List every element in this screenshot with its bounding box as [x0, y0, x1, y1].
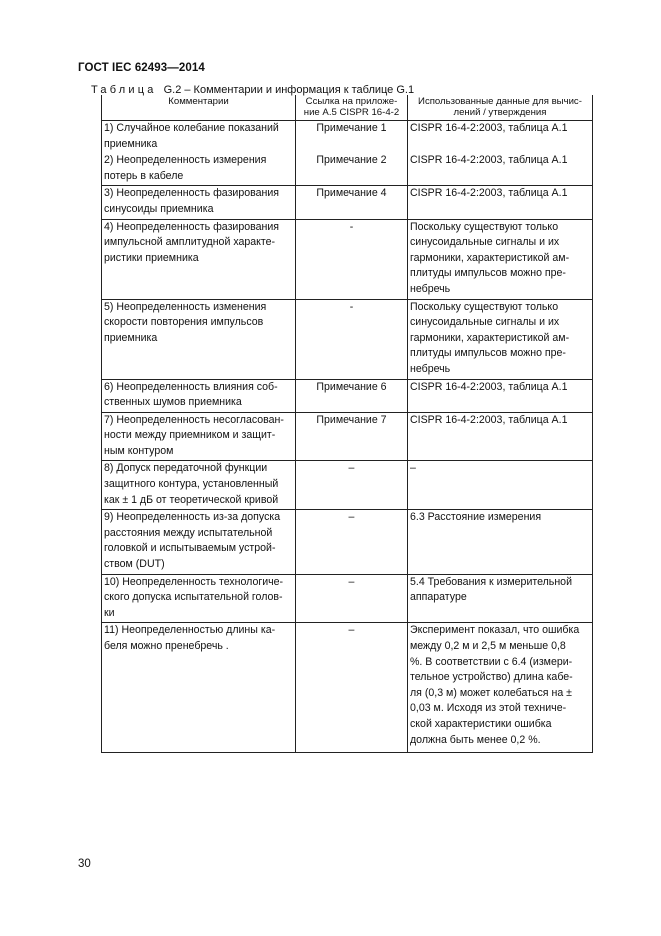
comment-cell-line: ности между приемником и защит- [104, 429, 276, 442]
data-cell [408, 461, 593, 510]
data-cell-line: между 0,2 м и 2,5 м меньше 0,8 [410, 640, 566, 652]
reference-cell [296, 219, 408, 299]
reference-cell [296, 510, 408, 574]
table-row [102, 219, 593, 299]
data-cell-line: Эксперимент показал, что ошибка [410, 624, 580, 637]
reference-cell [296, 299, 408, 379]
comments-table [101, 95, 593, 753]
table-row [102, 379, 593, 412]
comment-cell-line: ки [104, 606, 115, 619]
data-cell [408, 510, 593, 574]
data-cell-line: гармоники, характеристикой ам- [410, 331, 570, 344]
comment-cell [102, 219, 296, 299]
document-header-title: ГОСТ IEC 62493—2014 [78, 62, 205, 74]
table-row [102, 574, 593, 623]
data-cell-line: аппаратуре [410, 591, 467, 604]
data-cell-line: – [410, 462, 416, 475]
comment-cell-line: потерь в кабеле [104, 169, 184, 182]
table-row [102, 299, 593, 379]
page-number: 30 [78, 858, 91, 870]
reference-cell-line: – [348, 462, 355, 475]
data-cell-line: плитуды импульсов можно пре- [410, 267, 566, 280]
table-row [102, 461, 593, 510]
header-reference [296, 95, 408, 121]
comment-cell-line: ственных шумов приемника [104, 396, 242, 409]
comment-cell-line: 4) Неопределенность фазирования [104, 220, 280, 233]
comment-cell-line: 5) Неопределенность изменения [104, 300, 267, 313]
comment-cell [102, 510, 296, 574]
comment-cell [102, 461, 296, 510]
reference-cell [296, 153, 408, 186]
data-cell-line: ля (0,3 м) может колебаться на ± [410, 686, 572, 699]
data-cell-line: должна быть менее 0,2 %. [410, 733, 541, 746]
reference-cell-line: Примечание 7 [316, 413, 387, 426]
comment-cell-line: 7) Неопределенность несогласован- [104, 413, 284, 426]
data-cell-line: %. В соответствии с 6.4 (измери- [410, 655, 573, 668]
comment-cell [102, 379, 296, 412]
data-cell-line: Поскольку существуют только [410, 300, 559, 313]
comment-cell-line: скорости повторения импульсов [104, 316, 264, 329]
data-cell-line: 5.4 Требования к измерительной [410, 575, 572, 588]
data-cell [408, 623, 593, 753]
data-cell-line: ской характеристики ошибка [410, 717, 552, 730]
comment-cell-line: 10) Неопределенность технологиче- [104, 575, 284, 588]
comment-cell [102, 299, 296, 379]
header-line: Ссылка на приложе- [305, 96, 398, 107]
comment-cell-line: защитного контура, установленный [104, 478, 279, 491]
comment-cell [102, 121, 296, 154]
comment-cell-line: ством (DUT) [104, 558, 165, 571]
data-cell-line: CISPR 16-4-2:2003, таблица А.1 [410, 187, 568, 200]
comment-cell-line: 3) Неопределенность фазирования [104, 187, 280, 200]
header-line: Комментарии [168, 96, 229, 107]
comment-cell-line: 2) Неопределенность измерения [104, 154, 267, 167]
table-header-row [102, 95, 593, 121]
comment-cell-line: головкой и испытываемым устрой- [104, 542, 276, 555]
comment-cell-line: приемника [104, 331, 158, 344]
reference-cell-line: Примечание 6 [316, 380, 387, 393]
data-cell-line: небречь [410, 282, 451, 295]
reference-cell-line: – [348, 511, 355, 524]
table-row [102, 186, 593, 219]
data-cell [408, 219, 593, 299]
data-cell-line: CISPR 16-4-2:2003, таблица А.1 [410, 380, 568, 393]
header-comments [102, 95, 296, 121]
table-row [102, 623, 593, 753]
data-cell-line: CISPR 16-4-2:2003, таблица А.1 [410, 413, 568, 426]
table-caption-prefix: Таблица [91, 84, 157, 96]
data-cell-line: Поскольку существуют только [410, 220, 559, 233]
header-used-data [408, 95, 593, 121]
reference-cell-line: Примечание 4 [316, 187, 387, 200]
comment-cell [102, 574, 296, 623]
reference-cell-line: Примечание 1 [316, 122, 387, 134]
reference-cell [296, 379, 408, 412]
data-cell [408, 153, 593, 186]
comment-cell-line: как ± 1 дБ от теоретической кривой [104, 493, 279, 506]
reference-cell [296, 186, 408, 219]
table-row [102, 412, 593, 461]
comment-cell [102, 153, 296, 186]
comment-cell-line: ным контуром [104, 444, 174, 457]
comment-cell-line: беля можно пренебречь . [104, 640, 229, 652]
data-cell-line: CISPR 16-4-2:2003, таблица А.1 [410, 122, 568, 134]
reference-cell [296, 623, 408, 753]
data-cell [408, 379, 593, 412]
header-line: ние А.5 CISPR 16-4-2 [303, 107, 400, 118]
data-cell [408, 299, 593, 379]
header-line: Использованные данные для вычис- [418, 96, 582, 107]
comment-cell [102, 623, 296, 753]
data-cell [408, 186, 593, 219]
table-row [102, 153, 593, 186]
comment-cell-line: 8) Допуск передаточной функции [104, 462, 268, 475]
reference-cell [296, 574, 408, 623]
data-cell-line: небречь [410, 362, 451, 375]
data-cell-line: 6.3 Расстояние измерения [410, 511, 542, 524]
header-line: лений / утверждения [453, 107, 547, 118]
data-cell-line: плитуды импульсов можно пре- [410, 347, 566, 360]
reference-cell-line: - [349, 300, 354, 313]
reference-cell [296, 412, 408, 461]
comment-cell-line: 9) Неопределенность из-за допуска [104, 511, 281, 524]
reference-cell [296, 121, 408, 154]
comment-cell [102, 186, 296, 219]
comment-cell-line: приемника [104, 137, 158, 150]
reference-cell-line: Примечание 2 [316, 154, 387, 167]
reference-cell [296, 461, 408, 510]
data-cell-line: 0,03 м. Исходя из этой техниче- [410, 702, 567, 715]
reference-cell-line: – [348, 624, 355, 637]
comment-cell-line: 11) Неопределенностью длины ка- [104, 624, 276, 637]
comment-cell-line: 6) Неопределенность влияния соб- [104, 380, 278, 393]
table-row [102, 121, 593, 154]
comment-cell [102, 412, 296, 461]
data-cell-line: гармоники, характеристикой ам- [410, 251, 570, 264]
data-cell-line: тельное устройство) длина кабе- [410, 671, 573, 684]
data-cell [408, 574, 593, 623]
data-cell [408, 412, 593, 461]
comment-cell-line: импульсной амплитудной характе- [104, 236, 276, 249]
table-caption-text: G.2 – Комментарии и информация к таблице G.1 [163, 84, 415, 96]
reference-cell-line: – [348, 575, 355, 588]
data-cell-line: синусоидальные сигналы и их [410, 236, 560, 249]
comment-cell-line: синусоиды приемника [104, 202, 214, 215]
comment-cell-line: ского допуска испытательной голов- [104, 591, 283, 604]
data-cell-line: CISPR 16-4-2:2003, таблица А.1 [410, 154, 568, 167]
data-cell [408, 121, 593, 154]
comment-cell-line: ристики приемника [104, 251, 199, 264]
table-row [102, 510, 593, 574]
comment-cell-line: расстояния между испытательной [104, 526, 273, 539]
data-cell-line: синусоидальные сигналы и их [410, 316, 560, 329]
comment-cell-line: 1) Случайное колебание показаний [104, 122, 279, 134]
reference-cell-line: - [349, 220, 354, 233]
